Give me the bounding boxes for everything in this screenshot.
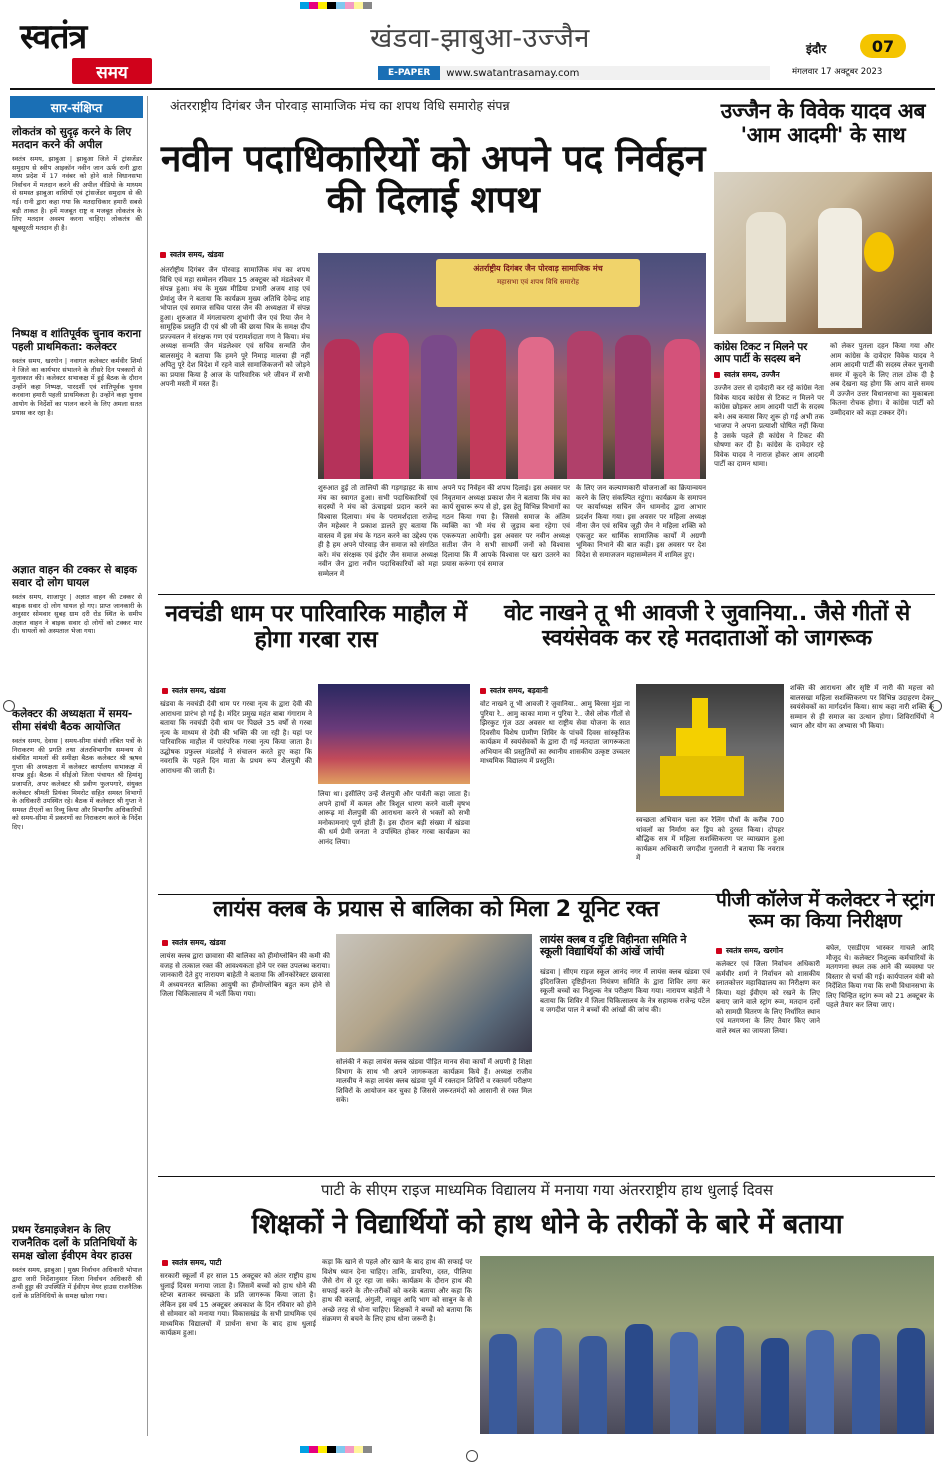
sidebar-item-body: स्वतंत्र समय, शाजापुर | अज्ञात वाहन की टक्कर से बाइक सवार दो लोग घायल हो गए। प्राप्त जानकारी के अनुसार सोमवार सुबह ग्राम दरी रोड स्थित के समीप अज्ञात वाहन ने बाइक सवार दो लोगों को टक्कर मार दी। घायलों को अस्पताल भेजा गया। [12,593,142,636]
main-article-byline [160,250,224,260]
lions-col2: सोलंकी ने कहा लायंस क्लब खंडवा पीड़ित मानव सेवा कार्यों में अग्रणी है शिक्षा विभाग के साथ भी अपने जागरूकता कार्यक्रम किये हैं। अध्यक्ष राजीव मालवीय ने कहा लायंस क्लब खंडवा पूर्व में रक्तदान शिविरों व रक्तवर्ग परीक्षण शिविरों के आयोजन कर चुका है जिससे जरूरतमंदों को आसानी से रक्त मिल सके। [336,1058,532,1104]
ujjain-photo [714,172,932,334]
byline-text: स्वतंत्र समय, खंडवा [170,250,224,259]
sidebar-item-title: लोकतंत्र को सुदृढ़ करने के लिए मतदान करने की अपील [12,126,132,151]
edition-title: खंडवा-झाबुआ-उज्जैन [370,23,590,54]
section-rule [158,594,935,595]
logo-bottom-badge [72,58,152,84]
vote-byline [480,686,548,696]
page-number: 07 [871,36,895,56]
lions-byline [162,938,226,948]
sidebar-item-title: प्रथम रेंडमाइजेशन के लिए राजनैतिक दलों के प्रतिनिधियों के समक्ष खोला ईवीएम वेयर हाउस [12,1224,137,1262]
sidebar-item-title: अज्ञात वाहन की टक्कर से बाइक सवार दो लोग घायल [12,564,137,589]
handwash-col2: कड़ा कि खाने से पहले और खाने के बाद हाथ की सफाई पर विशेष ध्यान देना चाहिए। ताकि, डायरिया, दस्त, पीलिया जैसे रोग से दूर रहा जा सके। कार्यक्रम के दौरान हाथ की सफाई करने के तौर-तरीकों को करके बताया और कहा कि हाथ की कलाई, अंगुली, नाखून आदि भाग को साबुन के से अच्छे तरह से धोना चाहिए। शिक्षकों ने बच्चों को बताया कि संक्रमण से बचने के लिए हाथ धोना जरूरी है। [322,1258,472,1323]
date-label: मंगलवार 17 अक्टूबर 2023 [792,67,883,77]
pg-col1: कलेक्टर एवं जिला निर्वाचन अधिकारी कर्मवीर शर्मा ने निर्वाचन को शासकीय स्नातकोत्तर महाविद्यालय का निरीक्षण कर किया। यहां ईवीएम को रखने के लिए बनाए जाने वाले स्ट्रांग रूम, मतदान दलों को सामग्री वितरण के लिए निर्धारित स्थान एवं मतगणना के लिए तैयार किए जाने वाले स्थल का जायजा लिया। [716,960,820,1035]
registration-mark [466,1450,478,1462]
sidebar-item-body: स्वतंत्र समय, झाबुआ | मुख्य निर्वाचन अधिकारी भोपाल द्वारा जारी निर्देशानुसार जिला निर्वाचन अधिकारी श्री तन्वी हुड्डा की उपस्थिति में ईवीएम वेयर हाउस राजनैतिक दलों के प्रतिनिधियों के समक्ष खोला गया। [12,1266,142,1300]
byline-text: स्वतंत्र समय, खंडवा [172,938,226,947]
ujjain-col2: को लेकर पुतला दहन किया गया और आम कांग्रेस के दावेदार विवेक यादव ने आम आदमी पार्टी की सदस्य लेकर चुनावी समर में कूदने के लिए ताल ठोक दी है अब देखना यह होगा कि आप वाले समय में उज्जैन उत्तर विधानसभा का मुकाबला कितना रोचक होगा। वे कांग्रेस पार्टी को उम्मीदवार को कड़ा टक्कर देंगे। [830,342,934,417]
ujjain-headline: उज्जैन के विवेक यादव अब 'आम आदमी' के साथ [720,99,926,147]
color-registration-bar [300,2,372,9]
navchandi-headline: नवचंडी धाम पर पारिवारिक माहौल में होगा गरबा रास [165,601,467,653]
byline-text: स्वतंत्र समय, पाटी [172,1258,222,1267]
handwash-photo [480,1256,934,1434]
vote-photo [636,684,784,812]
handwash-kicker: पाटी के सीएम राइज माध्यमिक विद्यालय में मनाया गया अंतरराष्ट्रीय हाथ धुलाई दिवस [320,1181,774,1199]
main-article-col2: शुरुआत हुई तो तालियों की गड़गड़ाहट के साथ मंच का स्वागत हुआ। सभी पदाधिकारियों एवं सदस्यों ने मंच को ऊंचाइयां प्रदान करने का विश्वास दिलाया। मंच के परामर्शदाता राजेन्द्र जैन महेश्वर ने प्रकाश डालते हुए बताया कि वास्तव में इस मंच के गठन करने का उद्देश्य एक ही है हम अपने पोरवाड़ जैन समाज को संगठित करें। मंच संरक्षक एवं इंदौर जैन समाज अध्यक्ष नवीन जैन द्वारा नवीन पदाधिकारियों को महा सम्मेलन में [318,484,438,578]
sidebar-item-title: निष्पक्ष व शांतिपूर्वक चुनाव कराना पहली प्राथमिकता: कलेक्टर [12,328,141,353]
sidebar-item-body: स्वतंत्र समय, देवास | समय-सीमा संबंधी लंबित पत्रों के निराकरण की प्रगति तथा अंतरविभागीय समन्वय से संबंधित मामलों की समीक्षा बैठक कलेक्टर श्री ऋषव गुप्ता की अध्यक्षता में कलेक्टर कार्यालय सभाकक्ष में सपन्न हुई। बैठक में सीईओ जिला पंचायत श्री हिमांशु प्रजापति, अपर कलेक्टर श्री प्रवीण फुलपगारे, संयुक्त कलेक्टर श्रीमती प्रियंका मिमरोट सहित समस्त विभागों के अधिकारी उपस्थित रहे। बैठक में कलेक्टर श्री गुप्ता ने समस्त टीएलों का रिव्यू किया और विभागीय अधिकारियों को समय-सीमा में प्रकरणों का निराकरण करने के निर्देश दिए। [12,737,142,831]
sidebar-item-title: कलेक्टर की अध्यक्षता में समय-सीमा संबंधी बैठक आयोजित [12,708,133,733]
lions-photo [336,934,532,1052]
main-article-col4: के लिए जन कल्याणकारी योजनाओं का क्रियान्वयन करने के लिए संकल्पित रहूंगा। कार्यक्रम के समापन पर कार्याध्यक्ष सचिन जैन धामनोद द्वारा आभार प्रदर्शन किया गया। इस अवसर पर महिला अध्यक्ष नीना जैन एवं सचिव जूही जैन ने महिला शक्ति को एकजुट कर धार्मिक सामाजिक कार्यों में अग्रणी भूमिका निभाने की बात कही। इस अवसर पर देश विदेश से समाजजन महासम्मेलन में शामिल हुए। [576,484,706,559]
navchandi-col2: लिया था। इसीलिए उन्हें शैलपुत्री और पार्वती कहा जाता है। अपने हाथों में कमल और त्रिशूल धारण करने वाली वृषभ आरूढ़ मां शैलपुत्री की आराधना करने से भक्तों को सभी मनोकामनाएं पूर्ण होती हैं। इस दौरान बड़ी संख्या में खंडवा की धर्म प्रेमी जनता ने उपस्थित होकर गरबा कार्यक्रम का आनंद लिया। [318,790,470,846]
section-rule [158,1176,935,1177]
lions-headline: लायंस क्लब के प्रयास से बालिका को मिला 2 यूनिट रक्त [213,897,659,922]
sidebar-section-title: सार-संक्षिप्त [50,100,103,115]
main-article-col3: अपने पद निर्वहन की शपथ दिलाई। इस अवसर पर निवृतमान अध्यक्ष प्रकाश जैन ने बताया कि मंच का कार्य सुचारू रूप से हो, इस हेतु विभिन्न विभागों का गठन किया गया है। जिससे समाज के अंतिम व्यक्ति का भी मंच से जुड़ाव बना रहेगा एवं एकरूपता आयेगी। इस अवसर पर नवीन अध्यक्ष सतीश जैन ने सभी साधर्मी जनों को विश्वास दिलाया कि मैं आपके विश्वास पर खरा उतरने का प्रयास करूंगा एवं समाज [442,484,570,568]
vote-col1: वोट नाखने तू भी आवजी रे जुवानिया.. आमु बिरसा मुंडा ना पुरिया रे.. आमु काका मामा न पुरिया रे.. जैसे लोक गीतों से झिरकुट गूंज उठा अवसर था राष्ट्रीय सेवा योजना के सात दिवसीय विशेष ग्रामीण शिविर के पांचवें दिवस सांस्कृतिक कार्यक्रम में स्वयंसेवकों के द्वारा दी गई मतदाता जागरूकता अभियान की प्रस्तुतियों का स्थानीय शासकीय उत्कृष्ट उच्चतर माध्यमिक विद्यालय में प्रस्तुति। [480,700,630,765]
students-row [480,1314,934,1434]
sidebar-item [12,328,142,545]
handwash-byline [162,1258,221,1268]
lions2-body: खंडवा | सीएम राइज स्कूल आनंद नगर में लायंस क्लब खंडवा एवं इंदिराजिला दृष्टिहीनता नियंत्रण समिति के द्वारा शिविर लगा कर स्कूली बच्चों का निशुल्क नेत्र परीक्षण किया गया। नारायण बाहेती ने बताया कि शिविर में जिला चिकित्सालय के नेत्र सहायक राजेन्द्र पटेल व जगदीश पाल ने बच्चों की आंखों की जांच की। [540,968,710,1014]
vote-headline: वोट नाखने तू भी आवजी रे जुवानिया.. जैसे गीतों से स्वयंसेवक कर रहे मतदाताओं को जागरूक [504,601,910,651]
vote-col2: स्वच्छता अभियान चला कर रैलिंग पौधों के करीब 700 थांवलों का निर्माण कर ड्रिप को दुरस्त किया। दोपहर बौद्धिक सत्र में महिला सशक्तिकरण पर व्याख्यान हुआ कार्यक्रम अधिकारी जगदीश गुजराती ने बताया कि नवरात्र में [636,816,784,862]
registration-mark [3,700,15,712]
byline-text: स्वतंत्र समय, खंडवा [172,686,226,695]
main-article-photo [318,253,706,479]
pg-headline: पीजी कॉलेज में कलेक्टर ने स्ट्रांग रूम का किया निरीक्षण [716,889,934,933]
banner [436,259,640,307]
ujjain-col1: उज्जैन उत्तर से दावेदारी कर रहे कांग्रेस नेता विवेक यादव कांग्रेस से टिकट न मिलने पर कांग्रेस छोड़कर आम आदमी पार्टी के सदस्य बने। अब कयास किए शुरू हो गई अभी तक भाजपा ने अपना प्रत्याशी घोषित नहीं किया है उसके पहले ही कांग्रेस ने टिकट की घोषणा कर दी है। कांग्रेस के दावेदार रहे विवेक यादव ने नाराज होकर आम आदमी पार्टी का दामन थामा। [714,384,824,468]
handwash-headline: शिक्षकों ने विद्यार्थियों को हाथ धोने के तरीकों के बारे में बताया [251,1209,843,1240]
sidebar [10,96,148,1436]
handwash-col1: सरकारी स्कूलों में हर साल 15 अक्टूबर को अंतर राष्ट्रीय हाथ धुलाई दिवस मनाया जाता है। जिसमें बच्चों को हाथ धोने की स्टेप्स बताकर स्वच्छता के प्रति जागरूक किया जाता है। लेकिन इस वर्ष 15 अक्टूबर अवकाश के दिन रविवार को होने से सोमवार को मनाया गया। विकासखंड के सभी प्राथमिक एवं माध्यमिक विद्यालयों में प्रार्थना सभा के बाद हाथ धुलाई कार्यक्रम हुआ। [160,1272,316,1337]
byline-text: स्वतंत्र समय, उज्जैन [724,370,780,379]
byline-text: स्वतंत्र समय, बड़वानी [490,686,548,695]
sidebar-item [12,564,142,693]
website-link[interactable]: www.swatantrasamay.com [446,67,580,79]
navchandi-byline [162,686,226,696]
sidebar-item [12,1224,142,1416]
lions2-headline: लायंस क्लब व दृष्टि विहीनता समिति ने स्कूली विद्यार्थियों की आंखें जांची [540,933,687,959]
sidebar-item [12,708,142,1297]
logo-bottom-text: समय [96,62,128,83]
masthead-rule [10,88,935,90]
sidebar-item-body: स्वतंत्र समय, खरगोन | नवागत कलेक्टर कर्मवीर शिर्मा ने जिले का कार्यभार संभालने के तीसरे दिन पत्रकारों से मुलाकात की। कलेक्टर सभाकक्ष में हुई बैठक के दौरान उन्होंने कहा निष्पक्ष, पारदर्शी एवं शांतिपूर्वक चुनाव करवाना हमारी पहली प्राथमिकता है। उन्होंने कहा चुनाव आयोग के निर्देशों का पालन करने के लिए अमला सतत प्रयास कर रहा है। [12,357,142,417]
main-article-headline: नवीन पदाधिकारियों को अपने पद निर्वहन की दिलाई शपथ [160,137,706,222]
banner-text: अंतर्राष्ट्रीय दिगंबर जैन पोरवाड़ सामाजिक मंच [473,264,603,273]
lions-col1: लायंस क्लब द्वारा छावासा की बालिका को हीमोग्लोबिन की कमी की वजह से तत्काल रक्त की आवश्यकता होने पर रक्त उपलब्ध कराया। जानकारी देते हुए नारायण बाहेती ने बताया कि ऑनकोरेक्टर छावासा में अध्ययनरत बालिका आयुषी का हीमोग्लोबिन बहुत कम होने से जिला चिकित्सालय में भर्ती किया गया। [160,952,330,998]
masthead-logo [20,18,158,88]
pg-byline [716,946,783,956]
ujjain-subhead: कांग्रेस टिकट न मिलने पर आप पार्टी के सदस्य बने [714,341,808,365]
city-label: इंदौर [806,42,827,56]
sidebar-item-body: स्वतंत्र समय, झाबुआ | झाबुआ जिले में ट्रांसजेंडर समुदाय से स्वीप आइकॉन नवीन जान ऊर्फ रानी द्वारा मध्य प्रदेश में 17 नवंबर को होने वाले विधानसभा निर्वाचन में मतदान करने की अपील वीडियो के माध्यम से समस्त झाबुआ वासियों एवं ट्रांसजेंडर समुदाय से की गई। रानी द्वारा कहा गया कि मतदाधिकार हमारी सबसे बड़ी ताकत है। हमें मजबूत राष्ट्र व मजबूत लोकतंत्र के लिए मतदान अवश्य करना चाहिए। लोकतंत्र की खूबसूरती मतदान ही है। [12,155,142,232]
ujjain-byline [714,370,780,380]
main-article-col1: अंतर्राष्ट्रीय दिगंबर जैन पोरवाड़ सामाजिक मंच का शपथ विधि एवं महा सम्मेलन रविवार 15 अक्टूबर को मंडलेश्वर में संपन्न हुआ। मंच के मुख्य मीडिया प्रभारी अजय शाह एवं प्रेमांशु जैन ने बताया कि कार्यक्रम मुख्य अतिथि देवेन्द्र शाह भोपाल एवं समाज सचिव पारस जैन की अध्यक्षता में संपन्न हुआ। शुरुआत में मंगलाचरण शुभांगी जैन एवं रिया जैन ने सामूहिक प्रस्तुति दी एवं श्री जी की छाया चित्र के समक्ष दीप प्रज्ज्वलन ने संरक्षक गण एवं परामर्शदाता गण ने किया। मंच अध्यक्ष सन्मति जैन मंडलेश्वर एवं सचिव सन्मति जैन बालसमुंद ने बताया कि हमने पूरे निमाड़ मालवा ही नहीं अपितु पूरे देश विदेश में रहने वाले सामाजिकजनों को जोड़ने का प्रयास किया है आज के पारिवारिक भरे जीवन में सभी अपनी मस्ती में मस्त हैं। [160,266,310,388]
navchandi-col1: खंडवा के नवचंडी देवी धाम पर गरबा नृत्य के द्वारा देवी की आराधना प्रारंभ हो गई है। मंदिर प्रमुख महंत बाबा गंगाराम ने बताया कि नवचंडी देवी धाम पर पिछले 35 वर्षों से गरबा नृत्य के माध्यम से देवी की भक्ति की जा रही है। यहां पर पारिवारिक माहौल में पारंपरिक गरबा नृत्य किया जाता है। उद्घोषक प्रफुल्ल मंडलोई ने संचालन करते हुए कहा कि नवरात्रि के पहले दिन माता के प्रथम रूप शैलपुत्री की आराधना की जाती है। [160,700,312,775]
navchandi-photo [318,684,470,784]
registration-mark [930,700,942,712]
page-number-badge [860,34,906,58]
logo-top-text: स्वतंत्र [20,17,87,57]
banner-sub: महासभा एवं शपथ विधि समारोह [496,278,579,286]
byline-text: स्वतंत्र समय, खरगोन [726,946,784,955]
sidebar-item [12,126,142,337]
main-article-kicker: अंतरराष्ट्रीय दिगंबर जैन पोरवाड़ सामाजिक मंच का शपथ विधि समारोह संपन्न [170,98,510,113]
bottom-color-bar [300,1446,372,1453]
sidebar-section-header [10,96,143,118]
people-row [318,323,706,479]
vote-col3: शक्ति की आराधना और सृष्टि में नारी की महत्ता को बालसखा महिला सशक्तिकरण पर विभिन्न उदाहरण देकर स्वयंसेवकों का मार्गदर्शन किया। साथ कहा नारी शक्ति के सम्मान से ही समाज का उत्थान होगा। शिविरार्थियों ने ध्यान और योग का अभ्यास भी किया। [790,684,934,730]
pg-col2: बघेल, एसडीएम भास्कर गाचले आदि मौजूद थे। कलेक्टर निशुल्क कर्मचारियों के मतगणना स्थल तक आने की व्यवस्था पर विस्तार से चर्चा की गई। कार्यपालन यंत्री को निर्देशित किया गया कि सभी विधानसभा के लिए चिन्हित स्ट्रांग रूम को 21 अक्टूबर के पहले तैयार कर लिया जाए। [826,944,934,1009]
epaper-label: E-PAPER [378,66,440,80]
epaper-strip [378,66,770,80]
